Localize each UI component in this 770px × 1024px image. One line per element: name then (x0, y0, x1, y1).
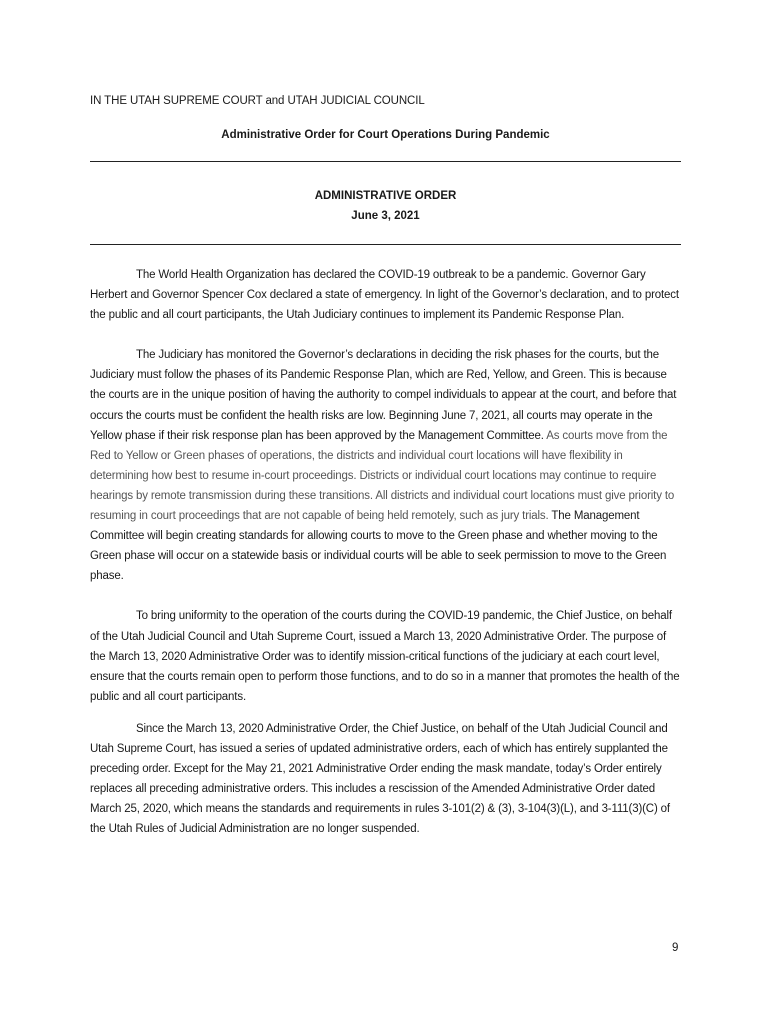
paragraph-risk-phases-part1: The Judiciary has monitored the Governor’s declarations in deciding the risk phases for the courts, but the Judiciary must follow the phases of its Pandemic Response Plan, which are Red, Yellow, and Green. This is because the courts are in the unique position of having the authority to compel individuals to appear at the court, and before that occurs the courts must be confident the health risks are low. Beginning June 7, 2021, all courts may operate in the Yellow phase if their risk response plan has been approved by the Management Committee. (90, 349, 677, 442)
order-subtitle: Administrative Order for Court Operations During Pandemic (221, 129, 550, 141)
order-date: June 3, 2021 (351, 210, 420, 222)
court-header: IN THE UTAH SUPREME COURT and UTAH JUDICIAL COUNCIL (90, 95, 425, 107)
paragraph-prior-orders: Since the March 13, 2020 Administrative Order, the Chief Justice, on behalf of the Utah Judicial Council and Utah Supreme Court, has issued a series of updated administrative orders, each of which has entirely supplanted the preceding order. Except for the May 21, 2021 Administrative Order ending the mask mandate, today’s Order entirely replaces all preceding administrative orders. This includes a rescission of the Amended Administrative Order dated March 25, 2020, which means the standards and requirements in rules 3-101(2) & (3), 3-104(3)(L), and 3-111(3)(C) of the Utah Rules of Judicial Administration are no longer suspended. (90, 722, 670, 836)
paragraph-uniformity: To bring uniformity to the operation of the courts during the COVID-19 pandemic, the Chief Justice, on behalf of the Utah Judicial Council and Utah Supreme Court, issued a March 13, 2020 Administrative Order. The purpose of the March 13, 2020 Administrative Order was to identify mission-critical functions of the judiciary at each court level, ensure that the courts remain open to perform those functions, and to do so in a manner that promotes the health of the public and all court participants. (90, 610, 680, 703)
paragraph-pandemic-declaration: The World Health Organization has declared the COVID-19 outbreak to be a pandemic. Governor Gary Herbert and Governor Spencer Cox declared a state of emergency. In light of the Governor’s declaration, and to protect the public and all court participants, the Utah Judiciary continues to implement its Pandemic Response Plan. (90, 269, 679, 322)
top-divider (90, 161, 681, 162)
order-title: ADMINISTRATIVE ORDER (314, 190, 457, 202)
page-number: 9 (672, 942, 679, 954)
paragraph-risk-phases (90, 345, 682, 586)
paragraph-risk-phases-part3: The Management Committee will begin creating standards for allowing courts to move to the Green phase and whether moving to the Green phase will occur on a statewide basis or individual courts will be able to seek permission to move to the Green phase. (90, 510, 667, 583)
bottom-divider (90, 244, 681, 245)
order-body (90, 265, 682, 859)
order-heading (90, 186, 681, 226)
paragraph-risk-phases-part2: As courts move from the Red to Yellow or Green phases of operations, the districts and individual court locations will have flexibility in determining how best to resume in-court proceedings. Districts or individual court locations may continue to require hearings by remote transmission during these transitions. All districts and individual court locations must give priority to resuming in court proceedings that are not capable of being held remotely, such as jury trials. (90, 429, 675, 523)
